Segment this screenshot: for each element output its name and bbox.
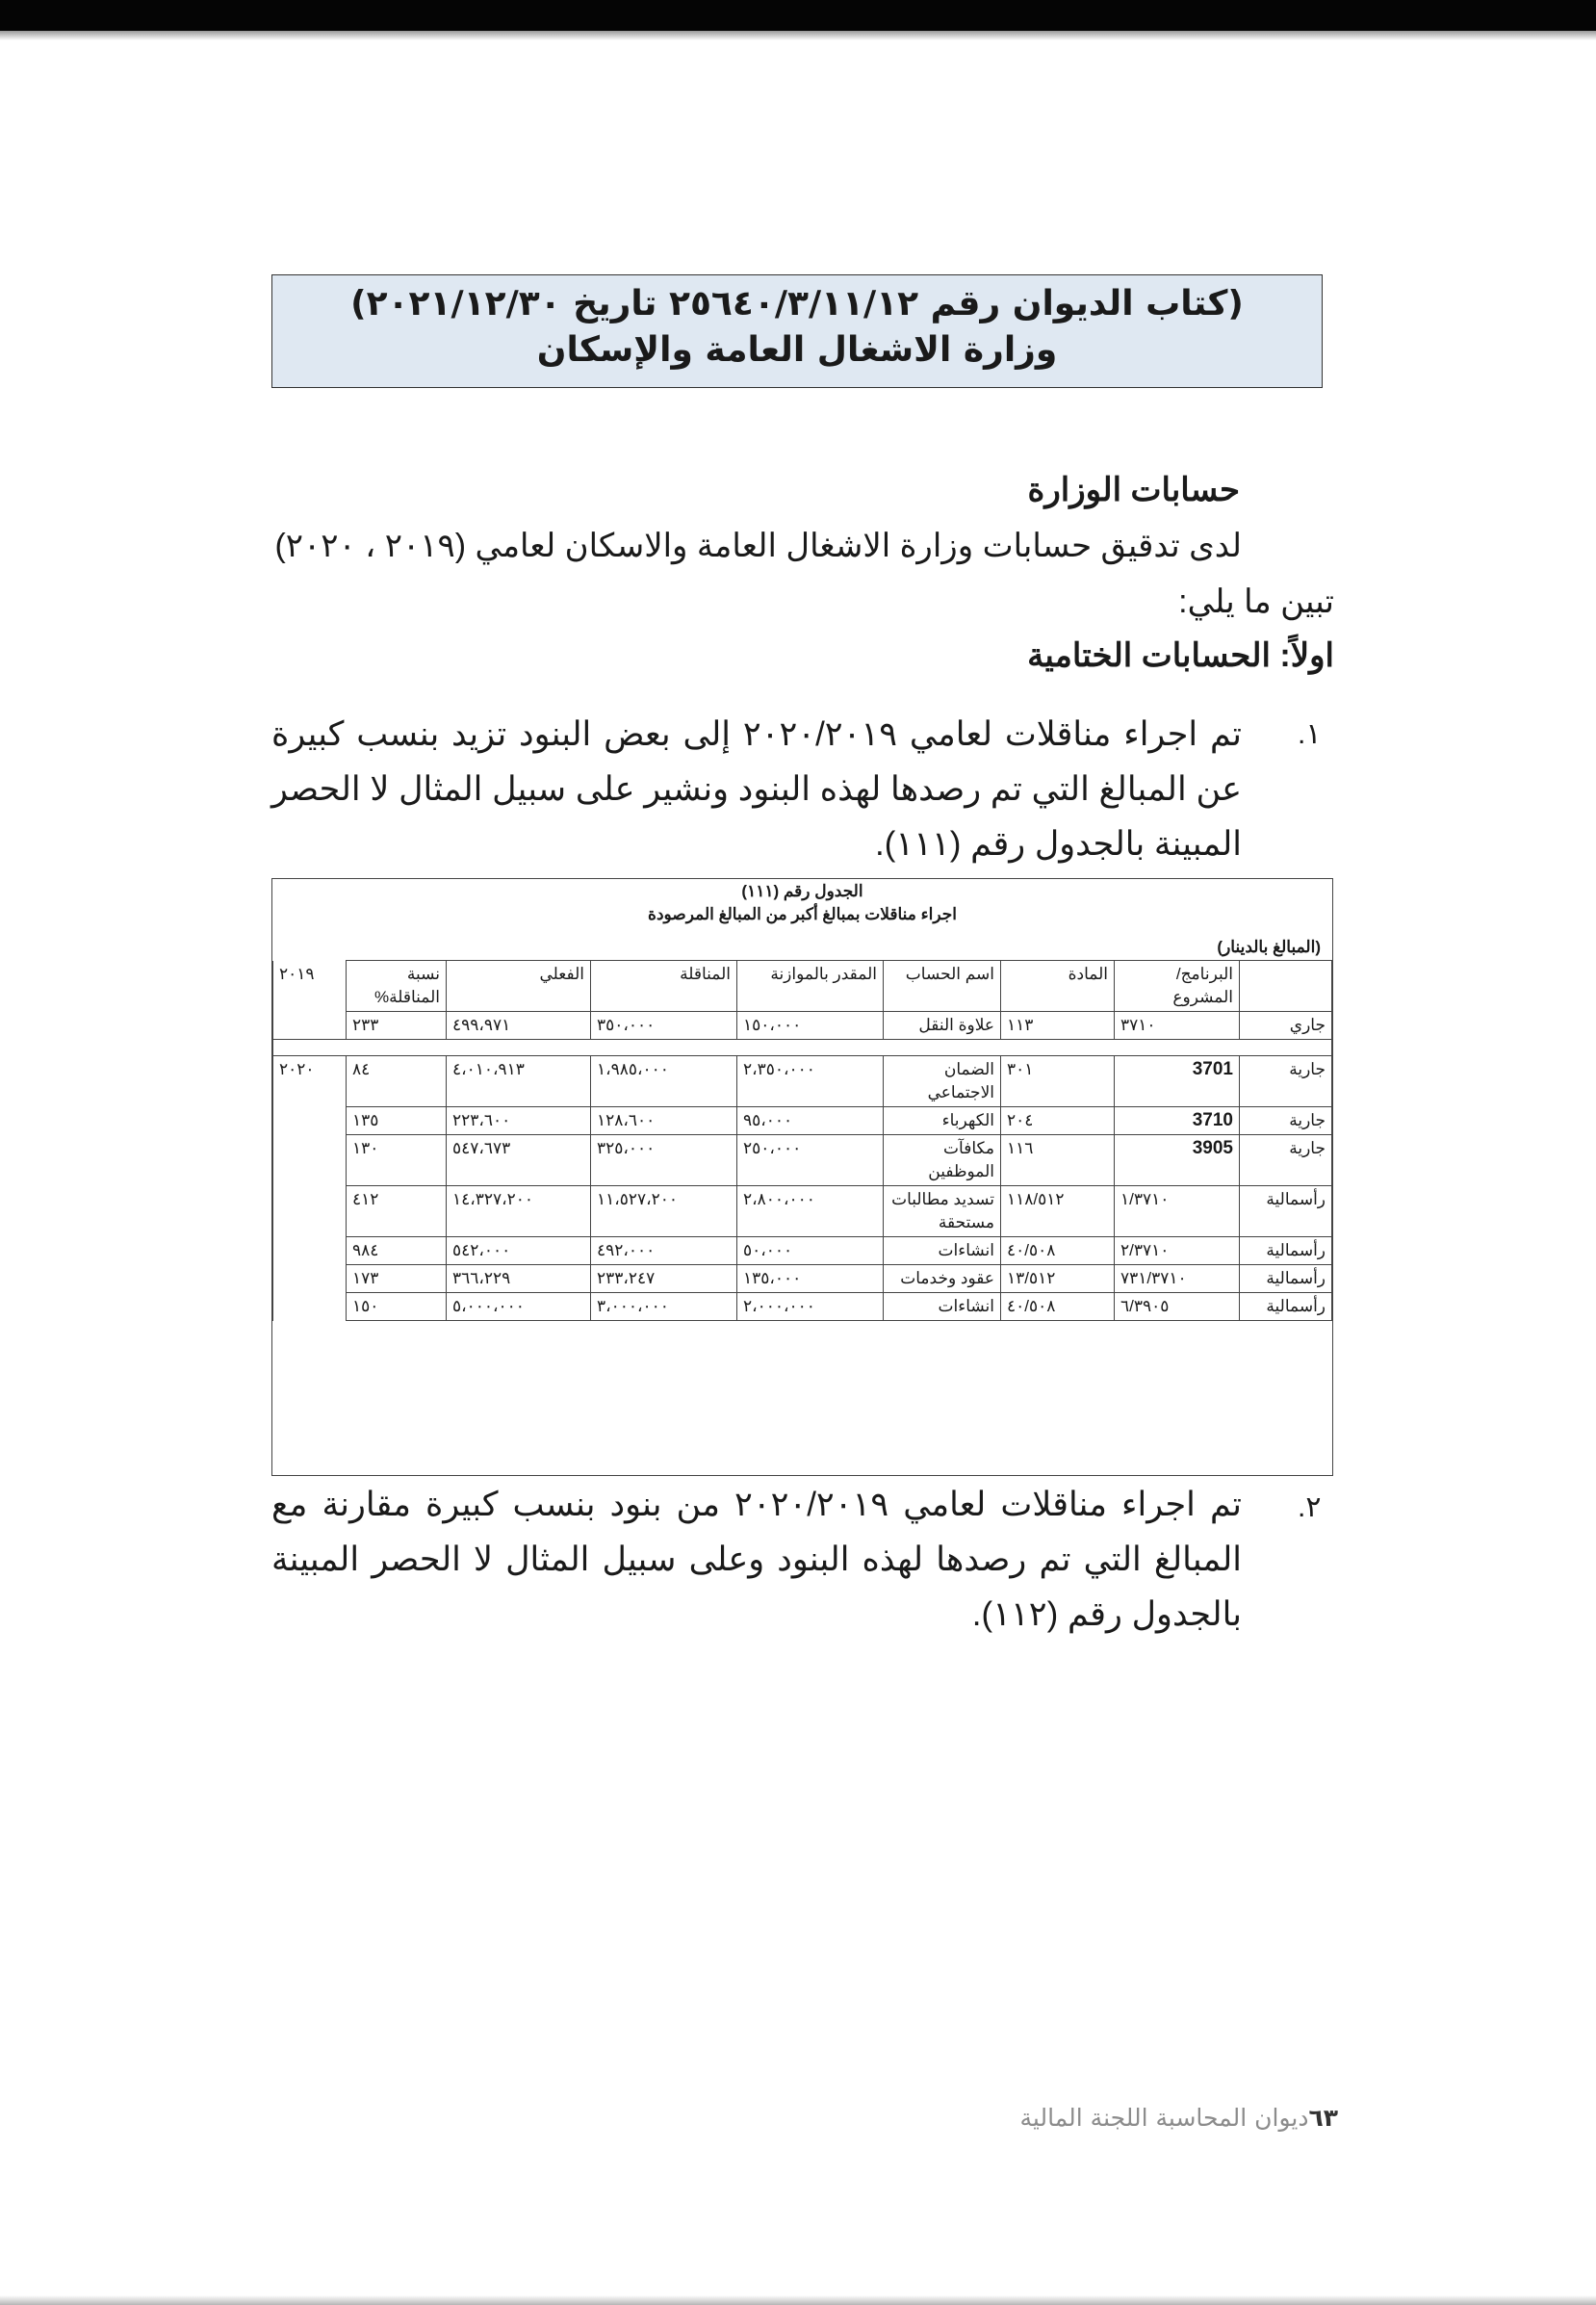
cell-transfer: ٣٢٥،٠٠٠ — [591, 1135, 737, 1186]
cell-program: 3905 — [1115, 1135, 1240, 1186]
item-2-text: تم اجراء مناقلات لعامي ٢٠٢٠/٢٠١٩ من بنود بنسب كبيرة مقارنة مع المبالغ التي تم رصدها لهذه البنود وعلى سبيل المثال لا الحصر المبينة بالجدول رقم (١١٢). — [271, 1486, 1242, 1633]
cell-transfer: ٢٣٣،٢٤٧ — [591, 1265, 737, 1293]
letter-reference-line: (كتاب الديوان رقم ٢٥٦٤٠/٣/١١/١٢ تاريخ ٢٠٢١/١٢/٣٠) — [350, 284, 1244, 324]
cell-transfer: ١٢٨،٦٠٠ — [591, 1107, 737, 1135]
year-2020: ٢٠٢٠ — [273, 1056, 347, 1321]
cell-item: ٤٠/٥٠٨ — [1001, 1293, 1115, 1321]
header-year-2019: ٢٠١٩ — [273, 961, 347, 1012]
cell-budget: ٢٥٠،٠٠٠ — [737, 1135, 884, 1186]
cell-type: جارية — [1240, 1056, 1332, 1107]
separator-cell — [273, 1040, 1332, 1056]
cell-account: عقود وخدمات — [884, 1265, 1001, 1293]
cell-account: الكهرباء — [884, 1107, 1001, 1135]
cell-budget: ٢،٨٠٠،٠٠٠ — [737, 1186, 884, 1237]
item-2-number: .٢ — [1298, 1491, 1322, 1523]
header-program: البرنامج/ المشروع — [1115, 961, 1240, 1012]
cell-ratio: ٢٣٣ — [347, 1012, 447, 1040]
cell-type: رأسمالية — [1240, 1237, 1332, 1265]
section-title: حسابات الوزارة — [1027, 472, 1240, 508]
header-budget: المقدر بالموازنة — [737, 961, 884, 1012]
cell-actual: ٥٤٧،٦٧٣ — [447, 1135, 591, 1186]
cell-program: ١/٣٧١٠ — [1115, 1186, 1240, 1237]
table-row — [273, 1265, 1332, 1293]
cell-item: ١٣/٥١٢ — [1001, 1265, 1115, 1293]
intro-line-2: تبين ما يلي: — [1178, 583, 1334, 620]
cell-budget: ٩٥،٠٠٠ — [737, 1107, 884, 1135]
cell-ratio: ١٣٥ — [347, 1107, 447, 1135]
scan-bottom-edge — [0, 2295, 1596, 2305]
cell-type: جاري — [1240, 1012, 1332, 1040]
letter-reference-box — [271, 274, 1323, 388]
cell-budget: ٢،٣٥٠،٠٠٠ — [737, 1056, 884, 1107]
cell-actual: ٣٦٦،٢٢٩ — [447, 1265, 591, 1293]
cell-actual: ٤٩٩،٩٧١ — [447, 1012, 591, 1040]
cell-ratio: ٩٨٤ — [347, 1237, 447, 1265]
cell-ratio: ١٣٠ — [347, 1135, 447, 1186]
header-actual: الفعلي — [447, 961, 591, 1012]
table-header-row — [273, 961, 1332, 1012]
cell-transfer: ٣،٠٠٠،٠٠٠ — [591, 1293, 737, 1321]
cell-program: ٣٧١٠ — [1115, 1012, 1240, 1040]
cell-account: انشاءات — [884, 1293, 1001, 1321]
cell-budget: ١٥٠،٠٠٠ — [737, 1012, 884, 1040]
cell-ratio: ١٥٠ — [347, 1293, 447, 1321]
cell-transfer: ٣٥٠،٠٠٠ — [591, 1012, 737, 1040]
cell-ratio: ٤١٢ — [347, 1186, 447, 1237]
cell-transfer: ١١،٥٢٧،٢٠٠ — [591, 1186, 737, 1237]
cell-ratio: ١٧٣ — [347, 1265, 447, 1293]
cell-actual: ١٤،٣٢٧،٢٠٠ — [447, 1186, 591, 1237]
header-ratio: نسبة المناقلة% — [347, 961, 447, 1012]
cell-account: علاوة النقل — [884, 1012, 1001, 1040]
cell-transfer: ١،٩٨٥،٠٠٠ — [591, 1056, 737, 1107]
cell-actual: ٤،٠١٠،٩١٣ — [447, 1056, 591, 1107]
cell-type: رأسمالية — [1240, 1265, 1332, 1293]
table-111 — [271, 878, 1333, 1476]
cell-actual: ٥،٠٠٠،٠٠٠ — [447, 1293, 591, 1321]
item-1-number: .١ — [1298, 718, 1322, 750]
cell-item: ٢٠٤ — [1001, 1107, 1115, 1135]
cell-item: ٤٠/٥٠٨ — [1001, 1237, 1115, 1265]
cell-actual: ٥٤٢،٠٠٠ — [447, 1237, 591, 1265]
cell-type: رأسمالية — [1240, 1293, 1332, 1321]
table-row — [273, 1186, 1332, 1237]
table-separator-row — [273, 1040, 1332, 1056]
table-caption-subtitle: اجراء مناقلات بمبالغ أكبر من المبالغ المرصودة — [648, 905, 957, 923]
table-row — [273, 1107, 1332, 1135]
item-1-text: تم اجراء مناقلات لعامي ٢٠٢٠/٢٠١٩ إلى بعض البنود تزيد بنسب كبيرة عن المبالغ التي تم رصدها لهذه البنود ونشير على سبيل المثال لا الحصر المبينة بالجدول رقم (١١١). — [271, 715, 1242, 863]
cell-budget: ١٣٥،٠٠٠ — [737, 1265, 884, 1293]
subheading-final-accounts: اولاً: الحسابات الختامية — [1027, 637, 1334, 674]
scan-top-edge — [0, 0, 1596, 31]
table-row — [273, 1012, 1332, 1040]
header-item: المادة — [1001, 961, 1115, 1012]
cell-type: رأسمالية — [1240, 1186, 1332, 1237]
footer-text: ديوان المحاسبة اللجنة المالية — [1019, 2104, 1309, 2132]
cell-item: ١١٦ — [1001, 1135, 1115, 1186]
cell-item: ١١٣ — [1001, 1012, 1115, 1040]
cell-program: ٦/٣٩٠٥ — [1115, 1293, 1240, 1321]
header-type — [1240, 961, 1332, 1012]
cell-transfer: ٤٩٢،٠٠٠ — [591, 1237, 737, 1265]
data-table — [272, 960, 1332, 1321]
page-number: ٦٣ — [1308, 2104, 1338, 2132]
cell-type: جارية — [1240, 1107, 1332, 1135]
table-row — [273, 1056, 1332, 1107]
cell-ratio: ٨٤ — [347, 1056, 447, 1107]
table-unit-note: (المبالغ بالدينار) — [1217, 938, 1321, 956]
cell-program: ٧٣١/٣٧١٠ — [1115, 1265, 1240, 1293]
cell-actual: ٢٢٣،٦٠٠ — [447, 1107, 591, 1135]
header-transfer: المناقلة — [591, 961, 737, 1012]
cell-program: 3701 — [1115, 1056, 1240, 1107]
cell-program: 3710 — [1115, 1107, 1240, 1135]
table-caption-title: الجدول رقم (١١١) — [741, 882, 863, 900]
cell-account: انشاءات — [884, 1237, 1001, 1265]
table-row — [273, 1135, 1332, 1186]
year-spacer — [273, 1012, 347, 1040]
intro-line-1: لدى تدقيق حسابات وزارة الاشغال العامة والاسكان لعامي (٢٠١٩ ، ٢٠٢٠) — [274, 528, 1242, 564]
cell-account: مكافآت الموظفين — [884, 1135, 1001, 1186]
cell-item: ١١٨/٥١٢ — [1001, 1186, 1115, 1237]
cell-account: تسديد مطالبات مستحقة — [884, 1186, 1001, 1237]
ministry-name: وزارة الاشغال العامة والإسكان — [536, 330, 1058, 370]
cell-program: ٢/٣٧١٠ — [1115, 1237, 1240, 1265]
cell-account: الضمان الاجتماعي — [884, 1056, 1001, 1107]
cell-type: جارية — [1240, 1135, 1332, 1186]
table-row — [273, 1237, 1332, 1265]
header-account: اسم الحساب — [884, 961, 1001, 1012]
cell-budget: ٢،٠٠٠،٠٠٠ — [737, 1293, 884, 1321]
cell-item: ٣٠١ — [1001, 1056, 1115, 1107]
cell-budget: ٥٠،٠٠٠ — [737, 1237, 884, 1265]
page-footer — [828, 2104, 1338, 2132]
table-row — [273, 1293, 1332, 1321]
